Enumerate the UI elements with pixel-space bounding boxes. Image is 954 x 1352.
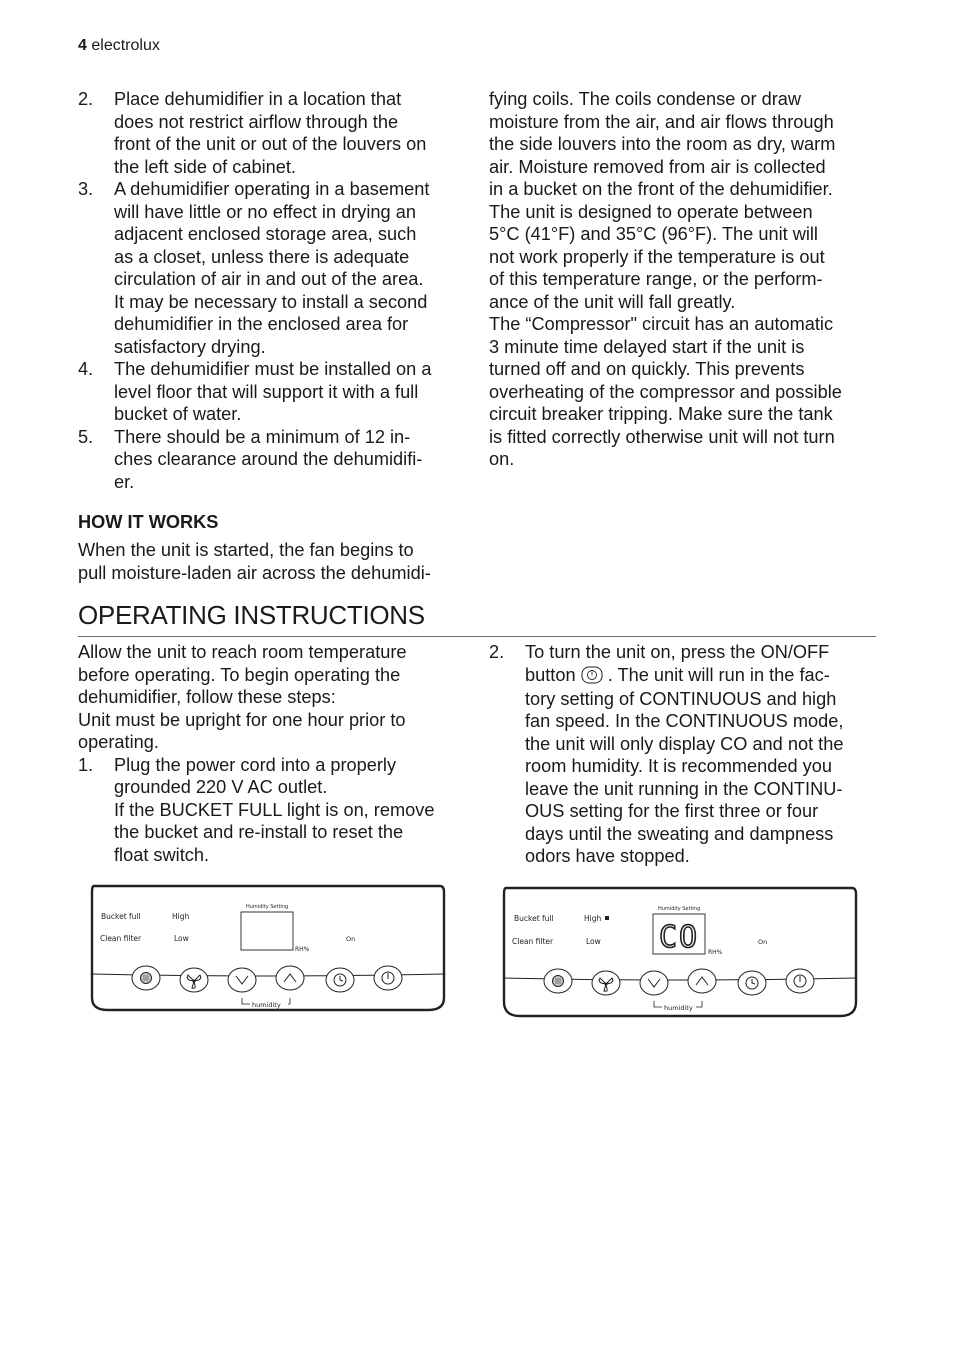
clean-filter-label: Clean filter	[512, 937, 554, 946]
clean-filter-label: Clean filter	[100, 934, 142, 943]
filter-button	[544, 969, 572, 993]
humidity-label: humidity	[664, 1004, 693, 1012]
timer-button	[738, 971, 766, 995]
humidity-setting-label: Humidity Setting	[658, 906, 701, 912]
power-button	[786, 969, 814, 993]
fan-speed-button	[180, 968, 208, 992]
humidity-up-button	[276, 966, 304, 990]
page-header	[78, 37, 160, 55]
list-item: 1. Plug the power cord into a properly grounded 220 V AC outlet. If the BUCKET FULL light is on, remove the bucket and re-install to reset the float switch.	[78, 754, 435, 865]
power-button	[374, 966, 402, 990]
brand-name: electrolux	[91, 37, 160, 54]
list-item: 4. The dehumidifier must be installed on a level floor that will support it with a full bucket of water.	[78, 359, 432, 424]
how-it-works-section	[78, 511, 473, 584]
low-label: Low	[174, 934, 189, 943]
control-panel-illustration	[88, 882, 448, 1014]
high-label: High	[172, 912, 190, 921]
low-label: Low	[586, 937, 601, 946]
display-readout: CO	[659, 920, 700, 955]
rh-label: RH%	[295, 946, 310, 953]
list-item: 2. Place dehumidifier in a location that does not restrict airflow through the front of the unit or out of the louvers on the left side of cabinet.	[78, 89, 427, 177]
list-item: 3. A dehumidifier operating in a basement will have little or no effect in drying an adjacent enclosed storage area, such as a closet, unless there is adequate circulation of air in and out of the area. It may be necessary to install a second dehumidifier in the enclosed area for satisfactory drying.	[78, 179, 430, 357]
humidity-up-button	[688, 969, 716, 993]
on-label: On	[758, 938, 768, 946]
humidity-setting-label: Humidity Setting	[246, 904, 289, 910]
humidity-down-button	[640, 971, 668, 995]
high-indicator-light	[605, 916, 609, 920]
timer-button	[326, 968, 354, 992]
how-it-works-text: When the unit is started, the fan begins to pull moisture-laden air across the dehumidi-	[78, 540, 431, 583]
list-item: 2. To turn the unit on, press the ON/OFF button . The unit will run in the fac- tory setting of CONTINUOUS and high fan speed. In the CONTINUOUS mode, the unit will only display CO and not the room humidity. It is recommended you leave the unit running in the CONTINU- OUS setting for the first three or four days until the sweating and dampness odors have stopped.	[489, 642, 844, 866]
heading-rule	[78, 636, 876, 637]
operating-instructions-heading: OPERATING INSTRUCTIONS	[78, 600, 425, 630]
operating-step-2	[489, 641, 884, 868]
humidity-label: humidity	[252, 1001, 281, 1009]
rh-label: RH%	[708, 949, 723, 956]
control-panel-illustration-continuous	[500, 884, 860, 1022]
list-item: 5. There should be a minimum of 12 in- ches clearance around the dehumidifi- er.	[78, 426, 423, 492]
filter-button	[132, 966, 160, 990]
operating-intro: Allow the unit to reach room temperature before operating. To begin operating the dehumidifier, follow these steps: Unit must be upright for one hour prior to operating. 1. Plug the power cord into a properly grounded 220 V AC outlet. If the BUCKET FULL light is on, remove the bucket and re-install to reset the float switch.	[78, 641, 473, 866]
fan-speed-button	[592, 971, 620, 995]
how-it-works-continued: fying coils. The coils condense or draw moisture from the air, and air flows through the side louvers into the room as dry, warm air. Moisture removed from air is collected in a bucket on the front of the dehumidifier. The unit is designed to operate between 5°C (41°F) and 35°C (96°F). The unit will not work properly if the temperature is out of this temperature range, or the perform- ance of the unit will fall greatly. The “Compressor" circuit has an automatic 3 minute time delayed start if the unit is turned off and on quickly. This prevents overheating of the compressor and possible circuit breaker tripping. Make sure the tank is fitted correctly otherwise unit will not turn on.	[489, 89, 842, 469]
page-number: 4	[78, 37, 87, 54]
humidity-down-button	[228, 968, 256, 992]
bucket-full-label: Bucket full	[514, 914, 554, 923]
how-it-works-heading: HOW IT WORKS	[78, 512, 219, 532]
high-label: High	[584, 914, 602, 923]
on-label: On	[346, 935, 356, 943]
power-button-icon	[581, 666, 603, 684]
bucket-full-label: Bucket full	[101, 912, 141, 921]
installation-list	[78, 88, 468, 493]
